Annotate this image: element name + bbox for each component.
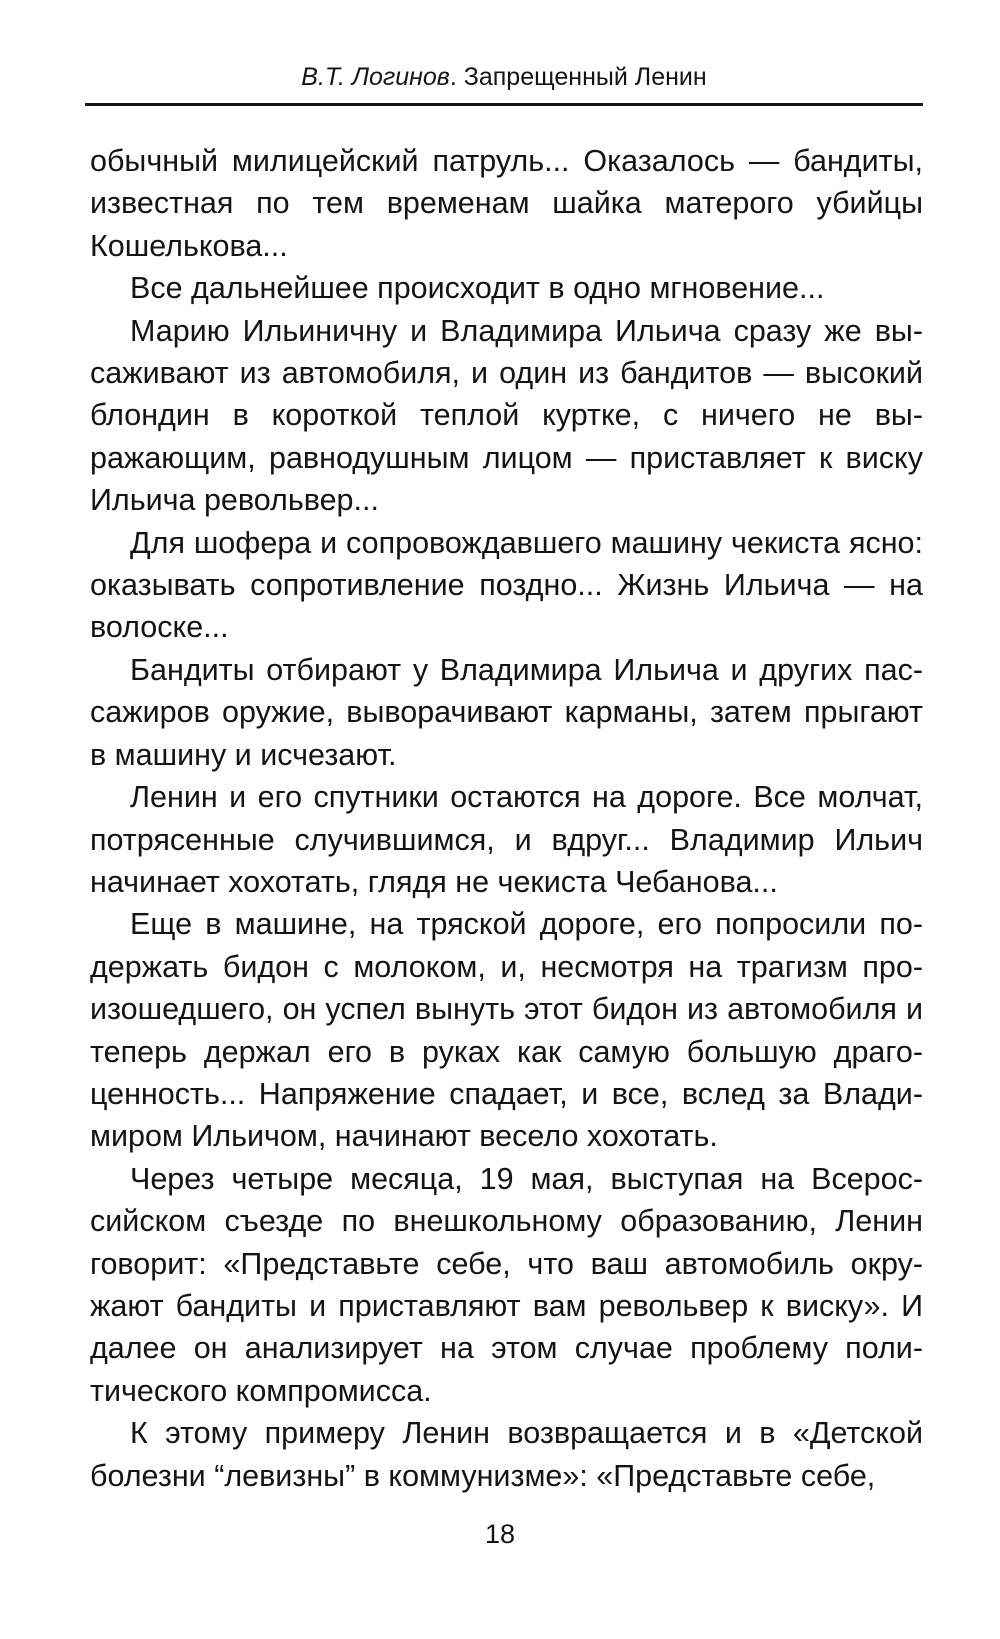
page-number: 18 [484, 1519, 516, 1549]
paragraph: Все дальнейшее происходит в одно мгновение... [130, 271, 825, 306]
paragraph: Через четыре месяца, 19 мая, выступая на Всероссийском съезде по внешкольному образованию, Ленин говорит: «Представьте себе, что ваш автомобиль окружают бандиты и приставляют вам револьвер к виску». И далее он анализирует на этом случае проблему политического компромисса. [90, 1161, 923, 1408]
paragraph: Марию Ильиничну и Владимира Ильича сразу же высаживают из автомобиля, и один из бандитов — высокий блондин в короткой теплой куртке, с ничего не выражающим, равнодушным лицом — приставляет к виску Ильича револьвер... [90, 313, 923, 518]
paragraph: Для шофера и сопровождавшего машину чекиста ясно: оказывать сопротивление поздно... Жизнь Ильича — на волоске... [90, 525, 923, 645]
header-title: Запрещенный Ленин [463, 63, 707, 91]
paragraph: Ленин и его спутники остаются на дороге. Все молчат, потрясенные случившимся, и вдруг... Владимир Ильич начинает хохотать, глядя не чекиста Чебанова... [90, 780, 923, 899]
paragraph: К этому примеру Ленин возвращается и в «Детской болезни “левизны” в коммунизме»: «Представьте себе, [90, 1416, 923, 1493]
page-body [90, 140, 923, 1497]
header-separator: . [449, 63, 464, 91]
paragraph: Бандиты отбирают у Владимира Ильича и других пассажиров оружие, выворачивают карманы, затем прыгают в машину и исчезают. [90, 652, 923, 772]
running-header [85, 60, 923, 94]
header-rule [85, 103, 923, 106]
paragraph: обычный милицейский патруль... Оказалось — бандиты, известная по тем временам шайка матерого убийцы Кошелькова... [90, 144, 923, 263]
header-author: В.Т. Логинов [301, 63, 450, 91]
paragraph: Еще в машине, на тряской дороге, его попросили подержать бидон с молоком, и, несмотря на трагизм произошедшего, он успел вынуть этот бидон из автомобиля и теперь держал его в руках как самую большую драгоценность... Напряжение спадает, и все, вслед за Владимиром Ильичом, начинают весело хохотать. [90, 907, 923, 1154]
